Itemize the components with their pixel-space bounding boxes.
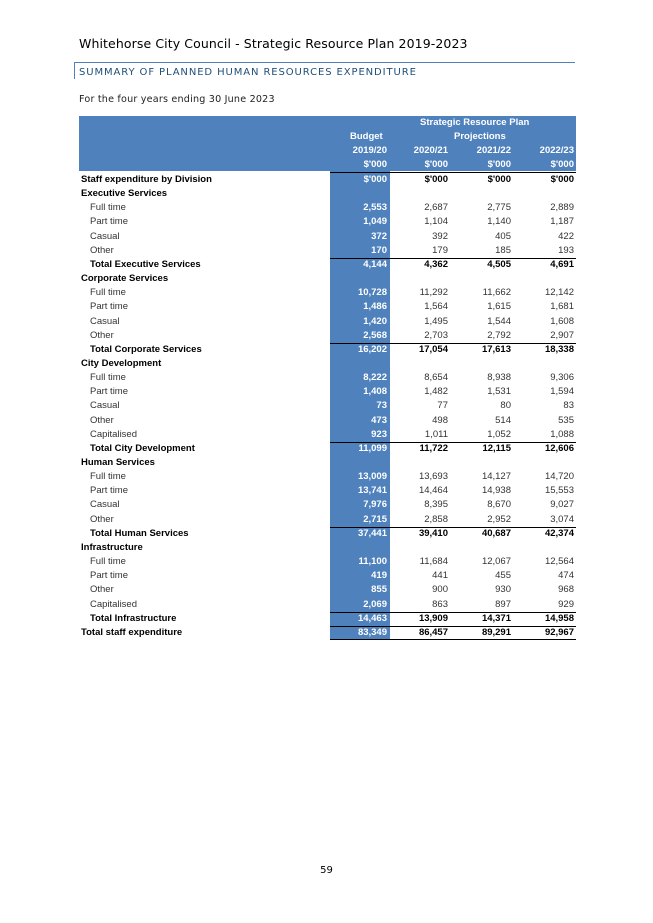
row-value-col-3: 1,187 [550,216,574,228]
row-value-col-0: 2,553 [363,202,387,214]
row-value-col-2: 1,140 [487,216,511,228]
row-value-col-0: 7,976 [363,499,387,511]
total-rule-top [330,612,576,613]
row-value-col-2: 14,127 [481,471,511,483]
row-value-col-0: 2,069 [363,598,387,610]
row-value-col-1: 86,457 [418,626,448,638]
table-row [79,541,576,555]
row-value-col-3: 422 [558,230,574,242]
total-rule-top [330,527,576,528]
table-row [79,612,576,626]
row-value-col-3: 193 [558,244,574,256]
row-value-col-3: 1,681 [550,301,574,313]
header-unit-3: $'000 [550,159,574,170]
row-value-col-1: 2,858 [424,513,448,525]
row-value-col-1: 39,410 [418,527,448,539]
row-value-col-0: 855 [371,584,387,596]
row-value-col-1: $'000 [424,174,448,185]
row-value-col-0: 372 [371,230,387,242]
row-label: Part time [90,570,129,582]
row-label: Full time [90,556,126,568]
table-row [79,272,576,286]
row-value-col-3: 42,374 [544,527,574,539]
row-value-col-3: 9,027 [550,499,574,511]
table-row [79,201,576,215]
row-label: Other [90,414,114,426]
row-value-col-0: 14,463 [357,612,387,624]
row-value-col-0: 419 [371,570,387,582]
table-row [79,357,576,371]
row-label: Corporate Services [81,273,169,285]
row-value-col-2: 185 [495,244,511,256]
row-value-col-2: 2,775 [487,202,511,214]
row-value-col-3: 2,907 [550,329,574,341]
row-value-col-2: 1,531 [487,386,511,398]
row-label: Full time [90,372,126,384]
row-label: Full time [90,287,126,299]
table-row [79,385,576,399]
row-value-col-1: 13,693 [418,471,448,483]
total-rule-top [330,258,576,259]
table-row [79,343,576,357]
header-year-0: 2019/20 [352,145,387,156]
row-value-col-1: 13,909 [418,612,448,624]
row-value-col-3: 3,074 [550,513,574,525]
row-label: Casual [90,400,120,412]
header-year-2: 2021/22 [476,145,511,156]
row-value-col-0: 16,202 [357,343,387,355]
row-label: Capitalised [90,428,137,440]
row-value-col-3: 9,306 [550,372,574,384]
row-value-col-2: 8,670 [487,499,511,511]
row-value-col-2: 8,938 [487,372,511,384]
row-value-col-1: 11,684 [419,556,448,568]
header-unit-0: $'000 [363,159,387,170]
table-row [79,555,576,569]
row-label: Total staff expenditure [81,626,183,638]
row-value-col-3: 12,606 [544,442,574,454]
row-label: Part time [90,216,129,228]
row-value-col-1: 179 [432,244,448,256]
row-value-col-2: 2,952 [487,513,511,525]
header-band-left [79,116,330,171]
table-row [79,498,576,512]
row-label: Total Executive Services [90,258,201,270]
row-value-col-0: 8,222 [363,372,387,384]
row-label: Total Human Services [90,527,189,539]
row-value-col-3: 1,608 [550,315,574,327]
row-value-col-3: 1,088 [550,428,574,440]
row-value-col-2: 2,792 [487,329,511,341]
table-row [79,569,576,583]
row-value-col-2: 930 [495,584,511,596]
row-value-col-1: 1,564 [424,301,448,313]
row-value-col-2: 11,662 [482,287,511,299]
row-value-col-3: 12,564 [544,556,574,568]
row-label: Part time [90,301,129,313]
row-value-col-0: 83,349 [357,626,387,638]
table-row [79,173,576,187]
row-label: Executive Services [81,188,168,200]
header-unit-1: $'000 [424,159,448,170]
total-rule-top [330,343,576,344]
header-group-subtitle: Projections [454,131,506,142]
row-value-col-2: 897 [495,598,511,610]
row-value-col-2: 514 [495,414,511,426]
row-value-col-0: 2,715 [363,513,387,525]
table-subtitle: For the four years ending 30 June 2023 [79,94,275,105]
row-value-col-0: 10,728 [357,287,387,299]
row-value-col-0: 1,408 [363,386,387,398]
row-label: Human Services [81,457,155,468]
row-value-col-2: 455 [495,570,511,582]
row-value-col-2: 80 [500,400,511,412]
row-value-col-3: 2,889 [550,202,574,214]
table-row [79,626,576,640]
row-value-col-0: 37,441 [357,527,387,539]
row-label: Other [90,329,114,341]
table-row [79,230,576,244]
row-value-col-1: 17,054 [418,343,448,355]
row-label: City Development [81,357,162,369]
row-value-col-1: 14,464 [418,485,448,497]
header-budget-label: Budget [350,131,383,142]
row-value-col-1: 1,104 [424,216,448,228]
row-label: Full time [90,471,126,483]
row-value-col-2: 1,544 [487,315,511,327]
table-row [79,442,576,456]
row-label: Total City Development [90,442,195,454]
row-value-col-2: 405 [495,230,511,242]
header-group-title: Strategic Resource Plan [420,117,530,128]
row-label: Casual [90,230,120,242]
row-value-col-0: 170 [371,244,387,256]
row-value-col-0: 1,486 [363,301,387,313]
row-label: Full time [90,202,126,214]
row-value-col-3: 83 [563,400,574,412]
row-value-col-2: 17,613 [481,343,511,355]
row-label: Total Infrastructure [90,612,177,624]
table-row [79,456,576,470]
row-value-col-3: $'000 [550,174,574,185]
table-row [79,399,576,413]
total-rule-top [330,442,576,443]
row-value-col-1: 498 [432,414,448,426]
row-value-col-1: 11,722 [419,442,448,454]
table-row [79,414,576,428]
row-value-col-0: 11,099 [358,442,387,454]
row-value-col-3: 535 [558,414,574,426]
row-value-col-1: 8,654 [424,372,448,384]
row-label: Total Corporate Services [90,343,202,355]
row-label: Staff expenditure by Division [81,174,212,185]
row-label: Infrastructure [81,541,143,553]
row-value-col-3: 474 [558,570,574,582]
row-value-col-0: 923 [371,428,387,440]
grand-total-rule-bottom [330,639,576,640]
row-value-col-3: 4,691 [550,258,574,270]
row-value-col-0: 13,009 [357,471,387,483]
section-heading-box [74,62,575,79]
row-value-col-1: 2,687 [424,202,448,214]
header-rule [330,172,576,173]
row-value-col-1: 8,395 [424,499,448,511]
row-value-col-2: 14,371 [481,612,511,624]
header-unit-2: $'000 [487,159,511,170]
row-value-col-1: 1,495 [424,315,448,327]
row-value-col-0: 473 [371,414,387,426]
table-row [79,315,576,329]
row-label: Other [90,584,114,596]
row-value-col-1: 4,362 [424,258,448,270]
row-value-col-1: 441 [432,570,448,582]
row-value-col-0: 4,144 [363,258,387,270]
row-value-col-2: 12,115 [482,442,511,454]
row-value-col-2: 14,938 [481,485,511,497]
table-row [79,513,576,527]
row-label: Other [90,244,114,256]
row-value-col-3: 1,594 [550,386,574,398]
table-row [79,215,576,229]
row-value-col-0: 11,100 [358,556,387,568]
table-row [79,187,576,201]
row-value-col-0: 2,568 [363,329,387,341]
row-value-col-2: 12,067 [481,556,511,568]
row-value-col-2: 89,291 [481,626,511,638]
row-value-col-3: 18,338 [544,343,574,355]
table-row [79,470,576,484]
row-value-col-3: 968 [558,584,574,596]
row-value-col-1: 392 [432,230,448,242]
table-row [79,371,576,385]
row-label: Capitalised [90,598,137,610]
row-value-col-1: 863 [432,598,448,610]
row-label: Other [90,513,114,525]
row-value-col-2: 1,615 [487,301,511,313]
header-year-1: 2020/21 [413,145,448,156]
table-row [79,428,576,442]
row-value-col-0: 1,049 [363,216,387,228]
row-value-col-3: 12,142 [544,287,574,299]
row-value-col-3: 929 [558,598,574,610]
table-row [79,286,576,300]
row-value-col-2: 40,687 [481,527,511,539]
row-label: Part time [90,386,129,398]
row-value-col-0: 73 [376,400,387,412]
row-value-col-0: $'000 [363,174,387,185]
row-value-col-0: 1,420 [363,315,387,327]
header-year-3: 2022/23 [539,145,574,156]
row-value-col-3: 92,967 [544,626,574,638]
row-value-col-1: 1,011 [424,428,448,440]
row-value-col-2: 4,505 [487,258,511,270]
row-value-col-3: 14,720 [544,471,574,483]
table-row [79,258,576,272]
table-row [79,598,576,612]
total-rule-top [330,626,576,627]
row-value-col-1: 2,703 [424,329,448,341]
row-value-col-1: 900 [432,584,448,596]
document-title: Whitehorse City Council - Strategic Resource Plan 2019-2023 [79,36,468,51]
row-value-col-0: 13,741 [357,485,387,497]
row-value-col-2: 1,052 [487,428,511,440]
row-label: Part time [90,485,129,497]
table-row [79,527,576,541]
row-label: Casual [90,315,120,327]
row-value-col-1: 11,292 [419,287,448,299]
table-row [79,329,576,343]
row-label: Casual [90,499,120,511]
row-value-col-3: 14,958 [544,612,574,624]
table-row [79,583,576,597]
row-value-col-2: $'000 [487,174,511,185]
page-number: 59 [320,865,333,876]
row-value-col-3: 15,553 [544,485,574,497]
row-value-col-1: 77 [437,400,448,412]
row-value-col-1: 1,482 [424,386,448,398]
table-row [79,300,576,314]
section-heading: SUMMARY OF PLANNED HUMAN RESOURCES EXPENDITURE [79,67,417,78]
table-row [79,484,576,498]
table-row [79,244,576,258]
